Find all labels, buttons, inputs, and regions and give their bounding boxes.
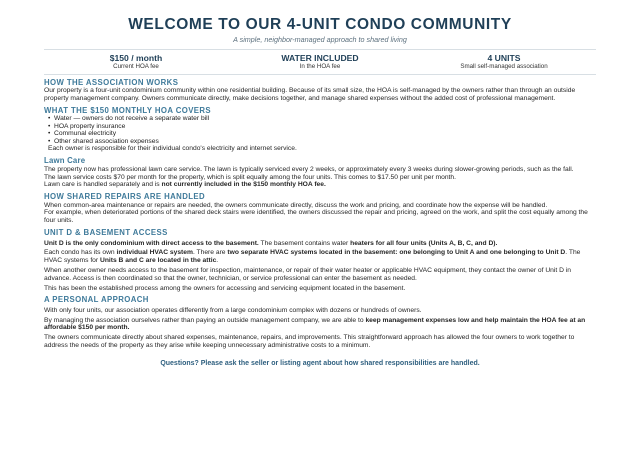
page-title: WELCOME TO OUR 4-UNIT CONDO COMMUNITY	[128, 16, 512, 33]
text-run: Each condo has its own	[44, 249, 117, 257]
stat-units	[412, 53, 596, 71]
paragraph	[44, 181, 596, 189]
stat-value: WATER INCLUDED	[281, 53, 359, 63]
section-repairs	[44, 192, 596, 225]
paragraph: For example, when deteriorated portions of the shared deck stairs were identified, the owners discussed the repair and pricing, agreed on the work, and split the cost equally among the four units.	[44, 209, 588, 225]
bold-run: keep management expenses low and help maintain the HOA fee at an affordable $150 per month.	[44, 316, 586, 332]
list-item: • Communal electricity	[54, 130, 596, 138]
paragraph	[44, 317, 596, 333]
paragraph: The lawn service costs $70 per month for the property, which is split equally among the four units. This comes to $17.50 per unit per month.	[44, 173, 456, 181]
bold-run: Unit D is the only condominium with direct access to the basement.	[44, 239, 259, 247]
text-run: Lawn care is handled separately and is	[44, 181, 162, 189]
list-item: • Other shared association expenses	[54, 138, 596, 146]
section-covers	[44, 106, 596, 154]
bold-run: heaters for all four units (Units A, B, C, and D).	[350, 239, 498, 247]
paragraph: The property now has professional lawn care service. The lawn is typically serviced every 2 weeks, or approximately every 3 weeks during slower-growing periods, such as the fall.	[44, 165, 574, 173]
text-run: .	[216, 257, 219, 265]
section-heading: A PERSONAL APPROACH	[44, 295, 149, 305]
paragraph: With only four units, our association operates differently from a large condominium complex with dozens or hundreds of owners.	[44, 306, 422, 314]
stat-label: Current HOA fee	[113, 63, 159, 70]
paragraph: When common-area maintenance or repairs are needed, the owners communicate directly, discuss the work and pricing, and coordinate how the expense will be handled.	[44, 201, 548, 209]
stat-value: 4 UNITS	[487, 53, 521, 63]
section-how-works	[44, 78, 596, 103]
bold-run: individual HVAC system	[116, 249, 193, 257]
paragraph: When another owner needs access to the basement for inspection, maintenance, or repair of their water heater or applicable HVAC equipment, they contact the owner of Unit D in advance. Access is then coordinated so that the owner, technician, or service professional can enter the basement as needed.	[44, 266, 571, 282]
stat-hoa-fee	[44, 53, 228, 71]
stat-value: $150 / month	[109, 53, 163, 63]
bold-run: two separate HVAC systems located in the basement: one belonging to Unit A and one belonging to Unit D	[227, 249, 566, 257]
stat-water	[228, 53, 412, 71]
paragraph	[44, 240, 596, 248]
text-run: . There are	[192, 249, 228, 257]
paragraph	[44, 249, 596, 265]
paragraph: Each owner is responsible for their individual condo's electricity and internet service.	[48, 145, 297, 153]
section-lawn	[44, 156, 596, 189]
list-item: • HOA property insurance	[54, 123, 596, 131]
section-heading: UNIT D & BASEMENT ACCESS	[44, 228, 168, 238]
stat-label: Small self-managed association	[460, 63, 548, 70]
closing-note: Questions? Please ask the seller or listing agent about how shared responsibilities are handled.	[160, 359, 480, 367]
paragraph: The owners communicate directly about shared expenses, maintenance, repairs, and improvements. This straightforward approach has allowed the four owners to work together to address the needs of the property as they arise while keeping unnecessary administrative costs to a minimum.	[44, 334, 575, 350]
bold-run: Units B and C are located in the attic	[99, 257, 217, 265]
section-heading: HOW SHARED REPAIRS ARE HANDLED	[44, 192, 206, 202]
paragraph: This has been the established process among the owners for accessing and servicing equipment located in the basement.	[44, 284, 406, 292]
list-item: • Water — owners do not receive a separate water bill	[54, 115, 596, 123]
text-run: The basement contains water	[258, 239, 351, 247]
section-heading: WHAT THE $150 MONTHLY HOA COVERS	[44, 105, 212, 115]
paragraph: Our property is a four-unit condominium community within one residential building. Because of its small size, the HOA is self-managed by the owners rather than through an outside property management company. Owners communicate directly, make decisions together, and manage shared expenses without the added cost of professional management.	[44, 87, 576, 102]
section-basement	[44, 228, 596, 292]
page-subtitle: A simple, neighbor-managed approach to shared living	[233, 35, 407, 44]
text-run: By managing the association ourselves rather than paying an outside management company, we are able to	[44, 316, 366, 324]
section-heading: HOW THE ASSOCIATION WORKS	[44, 77, 179, 87]
stats-bar	[44, 49, 596, 75]
bold-run: not currently included in the $150 monthly HOA fee.	[161, 181, 326, 189]
section-personal	[44, 295, 596, 349]
text-run: . The HVAC systems for	[44, 249, 581, 265]
section-heading: Lawn Care	[44, 156, 86, 166]
stat-label: In the HOA fee	[299, 63, 341, 70]
covers-list	[44, 115, 596, 145]
